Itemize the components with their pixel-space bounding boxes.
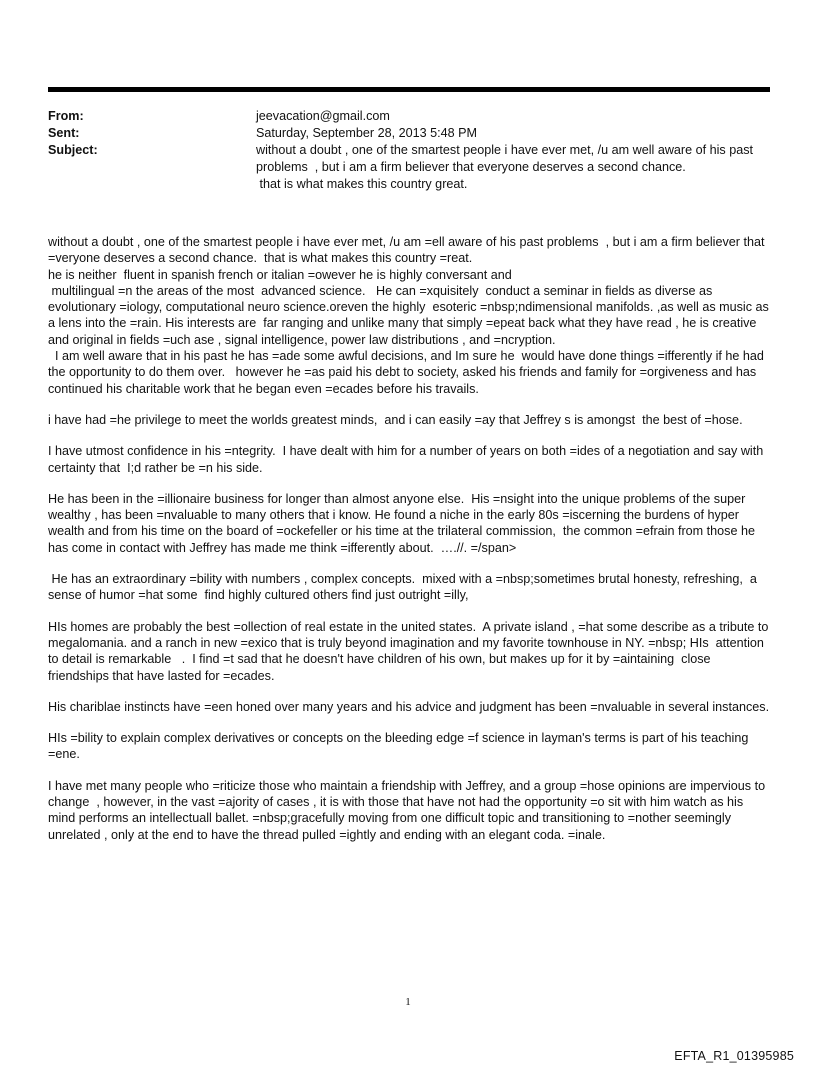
from-value: jeevacation@gmail.com [256, 109, 390, 123]
sent-value: Saturday, September 28, 2013 5:48 PM [256, 126, 477, 140]
body-paragraph: I have utmost confidence in his =ntegrity. I have dealt with him for a number of years on both =ides of a negotiation and say with certainty that I;d rather be =n his side. [48, 444, 767, 475]
body-paragraph: He has been in the =illionaire business for longer than almost anyone else. His =nsight into the unique problems of the super wealthy , has been =nvaluable to many others that i know. He found a niche in the early 80s =iscerning the burdens of hyper wealth and from his time on the board of =ockefeller or his time at the trilateral commission, the common =efrain from those he has come in contact with Jeffrey has made me think =ifferently about. ….//. =/span> [48, 491, 759, 555]
email-header [48, 108, 770, 193]
sent-label: Sent: [48, 126, 80, 140]
header-rule [48, 87, 770, 92]
body-paragraph: His chariblae instincts have =een honed over many years and his advice and judgment has been =nvaluable in several instances. [48, 699, 770, 714]
body-paragraph: He has an extraordinary =bility with numbers , complex concepts. mixed with a =nbsp;sometimes brutal honesty, refreshing, a sense of humor =hat some find highly cultured others find just outright =illy, [48, 572, 761, 603]
subject-label: Subject: [48, 143, 98, 157]
subject-value: without a doubt , one of the smartest people i have ever met, /u am well aware of his past problems , but i am a firm believer that everyone deserves a second chance. that is what makes this country great. [256, 143, 754, 191]
from-label: From: [48, 109, 84, 123]
body-paragraph: HIs homes are probably the best =ollection of real estate in the united states. A private island , =hat some describe as a tribute to megalomania. and a ranch in new =exico that is truly beyond imagination and my favorite townhouse in NY. =nbsp; HIs attention to detail is remarkable . I find =t sad that he doesn't have children of his own, but makes up for it by =aintaining close friendships that have lasted for =ecades. [48, 619, 772, 683]
document-id: EFTA_R1_01395985 [674, 1049, 794, 1063]
body-paragraph: HIs =bility to explain complex derivatives or concepts on the bleeding edge =f science in layman's terms is part of his teaching =ene. [48, 731, 752, 762]
sent-row [48, 125, 770, 142]
body-paragraph: without a doubt , one of the smartest people i have ever met, /u am =ell aware of his past problems , but i am a firm believer that =veryone deserves a second chance. that is what makes this country =reat. he is neither fluent in spanish french or italian =owever he is highly conversant and multilingual =n the areas of the most advanced science. He can =xquisitely conduct a seminar in fields as diverse as evolutionary =iology, computational neuro science.oreven the highly esoteric =nbsp;ndimensional manifolds. ,as well as music as a lens into the =rain. His interests are far ranging and unlike many that simply =epeat back what they have read , he is creative and original in fields =uch ase , signal intelligence, power law distributions , and =ncryption. I am well aware that in his past he has =ade some awful decisions, and Im sure he would have done things =ifferently if he had the opportunity to do them over. however he =as paid his debt to society, asked his friends and family for =orgiveness and has continued his charitable work that he began even =ecades before his travails. [48, 235, 769, 396]
page-number: 1 [405, 996, 411, 1008]
body-paragraph: i have had =he privilege to meet the worlds greatest minds, and i can easily =ay that Jeffrey s is amongst the best of =hose. [48, 412, 743, 427]
from-row [48, 108, 770, 125]
subject-row [48, 142, 770, 193]
body-paragraph: I have met many people who =riticize those who maintain a friendship with Jeffrey, and a group =hose opinions are impervious to change , however, in the vast =ajority of cases , it is with those that have not had the opportunity =o sit with him watch as his mind performs an intellectuall ballet. =nbsp;gracefully moving from one difficult topic and transitioning to =nother seemingly unrelated , only at the end to have the thread pulled =ightly and ending with an elegant coda. =inale. [48, 778, 769, 842]
email-body [48, 234, 772, 858]
